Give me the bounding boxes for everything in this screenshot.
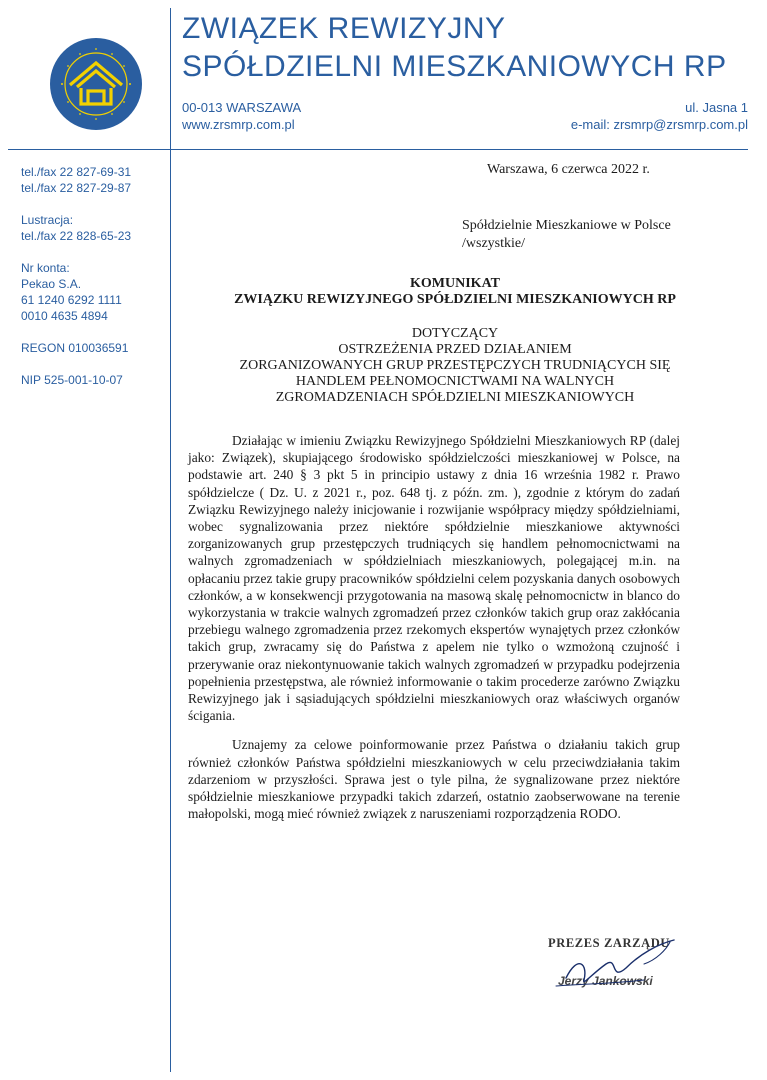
phones-block	[21, 164, 166, 196]
association-logo	[48, 36, 144, 132]
subject-line: HANDLEM PEŁNOMOCNICTWAMI NA WALNYCH	[295, 374, 615, 389]
account-label: Nr konta:	[21, 261, 70, 275]
nip-number: NIP 525-001-10-07	[21, 373, 123, 387]
city-line: 00-013 WARSZAWA	[182, 100, 302, 115]
header-address-right	[571, 99, 748, 133]
website-link[interactable]: www.zrsmrp.com.pl	[182, 117, 295, 132]
regon-number: REGON 010036591	[21, 341, 129, 355]
phone-2: tel./fax 22 827-29-87	[21, 181, 132, 195]
vertical-divider	[170, 8, 171, 1072]
signature-name: Jerzy Jankowski	[558, 974, 653, 988]
street-line: ul. Jasna 1	[685, 100, 748, 115]
subject-line: DOTYCZĄCY	[411, 326, 499, 341]
letter-date: Warszawa, 6 czerwca 2022 r.	[487, 162, 650, 177]
account-number-line2: 0010 4635 4894	[21, 309, 108, 323]
body-paragraph-2: Uznajemy za celowe poinformowanie przez Państwa o działaniu takich grup również członków Państwa spółdzielni mieszkaniowych w celu przeciwdziałania takim zdarzeniom w przyszłości. Sprawa jest o tyle pilna, że sygnalizowane przez niektóre spółdzielnie mieszkaniowe przypadki takich zdarzeń, ostatnio zaobserwowane na terenie małopolski, mogą mieć również związek z naruszeniami rozporządzenia RODO.	[188, 737, 680, 822]
signature-title: PREZES ZARZĄDU	[548, 936, 670, 950]
lustracja-label: Lustracja:	[21, 213, 74, 227]
org-name-line1: ZWIĄZEK REWIZYJNY	[182, 12, 506, 45]
lustracja-block	[21, 212, 166, 244]
recipient-line1: Spółdzielnie Mieszkaniowe w Polsce	[462, 218, 671, 233]
handwritten-signature	[548, 934, 688, 994]
letter-subject	[190, 326, 720, 406]
header-address-left	[182, 99, 301, 133]
regon-block	[21, 340, 166, 356]
recipient	[462, 217, 671, 253]
recipient-line2: /wszystkie/	[462, 236, 525, 251]
body-paragraph-1: Działając w imieniu Związku Rewizyjnego Spółdzielni Mieszkaniowych RP (dalej jako: Związek), skupiającego środowisko spółdzielczości mieszkaniowej w Polsce, na podstawie art. 240 § 3 pkt 5 in principio ustawy z dnia 16 września 1982 r. Prawo spółdzielcze ( Dz. U. z 2021 r., poz. 648 tj. z późn. zm. ), zgodnie z którym do zadań Związku Rewizyjnego należy inicjowanie i rozwijanie współpracy między spółdzielniami, wobec sygnalizowania przez niektóre spółdzielnie mieszkaniowe aktywności zorganizowanych grup przestępczych trudniących się handlem pełnomocnictwami na walnych zgromadzeniach w spółdzielniach mieszkaniowych, polegającej m.in. na opłacaniu przez takie grupy pracowników spółdzielni celem pozyskania danych osobowych członków, a w konsekwencji przygotowania na masową skalę pełnomocnictw in blanco do wykorzystania w trakcie walnych zgromadzeń przez członków takich grup oraz zakłócania przebiegu walnego zgromadzenia przez rzekomych ekspertów wynajętych przez członków takich grup, zwracamy się do Państwa z apelem nie tylko o wzmożoną czujność i przerywanie oraz niekontynuowanie takich walnych zgromadzeń w przypadku podejrzenia popełnienia przestępstwa, ale również informowanie o takim procederze zarówno Związku Rewizyjnego jak i sąsiadujących spółdzielni mieszkaniowych oraz właściwych organów ścigania.	[188, 433, 680, 724]
bank-name: Pekao S.A.	[21, 277, 82, 291]
letter-title	[190, 276, 720, 308]
org-name-line2: SPÓŁDZIELNI MIESZKANIOWYCH RP	[182, 50, 727, 83]
subject-line: OSTRZEŻENIA PRZED DZIAŁANIEM	[338, 342, 572, 357]
phone-1: tel./fax 22 827-69-31	[21, 165, 132, 179]
organization-name	[182, 10, 727, 86]
letter-body	[188, 432, 680, 834]
title-line2: ZWIĄZKU REWIZYJNEGO SPÓŁDZIELNI MIESZKANIOWYCH RP	[234, 292, 676, 307]
account-number-line1: 61 1240 6292 1111	[21, 293, 122, 307]
lustracja-phone: tel./fax 22 828-65-23	[21, 229, 132, 243]
email-link[interactable]: e-mail: zrsmrp@zrsmrp.com.pl	[570, 117, 748, 132]
title-line1: KOMUNIKAT	[410, 276, 500, 291]
account-block	[21, 260, 166, 324]
subject-line: ZORGANIZOWANYCH GRUP PRZESTĘPCZYCH TRUDNIĄCYCH SIĘ	[239, 358, 671, 373]
subject-line: ZGROMADZENIACH SPÓŁDZIELNI MIESZKANIOWYCH	[275, 390, 635, 405]
contact-sidebar	[21, 164, 166, 404]
nip-block	[21, 372, 166, 388]
horizontal-divider	[8, 149, 748, 150]
